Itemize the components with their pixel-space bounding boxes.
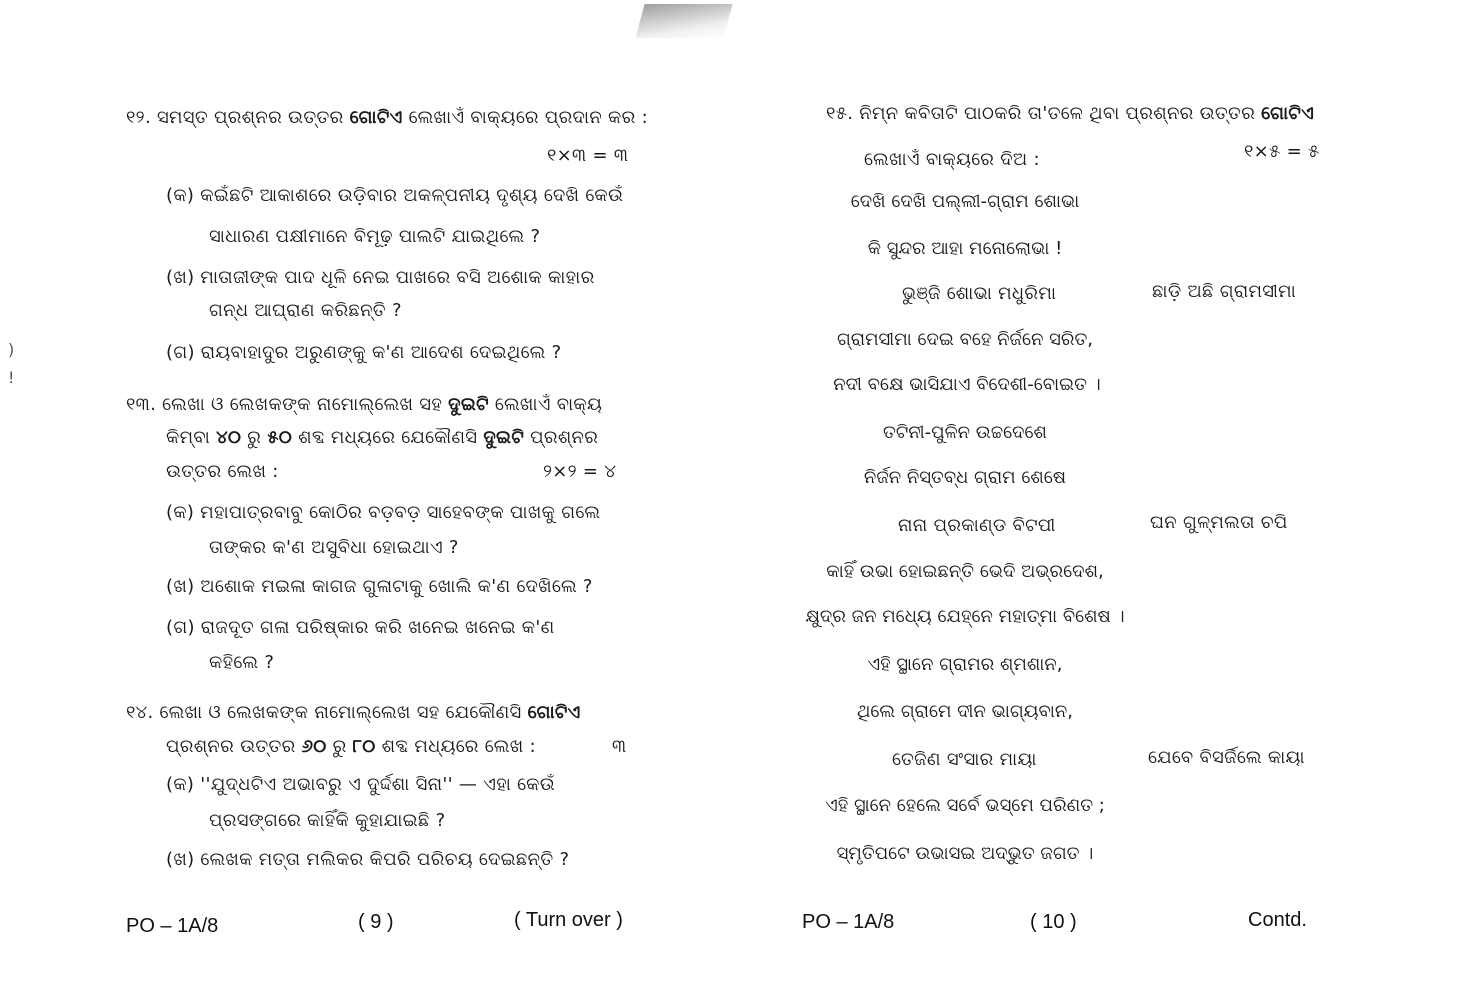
q14-text: ରୁ [326, 736, 353, 757]
q14-option-ka-cont: ପ୍ରସଙ୍ଗରେ କାହିଁକି କୁହାଯାଇଛି ? [209, 810, 446, 831]
q14-bold: ଗୋଟିଏ [527, 702, 581, 723]
q12-text-end: ଲେଖାଏଁ ବାକ୍ୟରେ ପ୍ରଦାନ କର : [402, 107, 648, 128]
q13-text: ରୁ [241, 427, 268, 448]
footer-turn-over: ( Turn over ) [514, 909, 623, 931]
q14-bold: ୬୦ [301, 736, 327, 757]
q14-text: ୧୪. ଲେଖା ଓ ଲେଖକଙ୍କ ନାମୋଲ୍ଲେଖ ସହ ଯେକୌଣସି [126, 702, 528, 723]
poem-line-right: ଯେବେ ବିସର୍ଜିଲେ କାୟା [1148, 747, 1305, 768]
poem-line: ଏହି ସ୍ଥାନେ ହେଲେ ସର୍ବେ ଭସ୍ମେ ପରିଣତ ; [825, 795, 1105, 816]
q13-line3: ଉତ୍ତର ଲେଖ : [166, 461, 279, 482]
q15-line2: ଲେଖାଏଁ ବାକ୍ୟରେ ଦିଅ : [864, 149, 1040, 170]
q14-heading [126, 701, 581, 725]
q13-option-ga: (ଗ) ରାଜଦୂତ ଗଳା ପରିଷ୍କାର କରି ଖନେଇ ଖନେଇ କ'ଣ [166, 617, 555, 638]
scan-smudge [635, 4, 732, 38]
q13-marks: ୨×୨ = ୪ [543, 461, 617, 482]
q13-text: ୧୩. ଲେଖା ଓ ଲେଖକଙ୍କ ନାମୋଲ୍ଲେଖ ସହ [126, 394, 449, 415]
poem-line: ଥିଲେ ଗ୍ରାମେ ଦୀନ ଭାଗ୍ୟବାନ, [856, 701, 1074, 722]
q15-marks: ୧×୫ = ୫ [1244, 141, 1320, 162]
poem-line: ନଦୀ ବକ୍ଷେ ଭାସିଯାଏ ବିଦେଶୀ-ବୋଇତ । [833, 374, 1101, 395]
q12-option-ka-cont: ସାଧାରଣ ପକ୍ଷୀମାନେ ବିମୂଢ଼ ପାଲଟି ଯାଇଥିଲେ ? [209, 226, 541, 247]
q14-line2 [166, 735, 536, 759]
q12-bold: ଗୋଟିଏ [349, 107, 403, 128]
q13-option-ga-cont: କହିଲେ ? [209, 652, 275, 673]
poem-line: କାହିଁ ଉଭା ହୋଇଛନ୍ତି ଭେଦି ଅଭ୍ରଦେଶ, [826, 561, 1104, 582]
q12-text: ୧୨. ସମସ୍ତ ପ୍ରଶ୍ନର ଉତ୍ତର [126, 107, 350, 128]
footer-page-number: ( 10 ) [1030, 911, 1077, 933]
q12-option-ga: (ଗ) ରାୟବାହାଦୁର ଅରୁଣଙ୍କୁ କ'ଣ ଆଦେଶ ଦେଇଥିଲେ ? [166, 342, 562, 363]
q12-marks: ୧×୩ = ୩ [547, 145, 629, 166]
poem-line: ତଟିନୀ-ପୁଳିନ ଉଚ୍ଚଦେଶେ [883, 422, 1047, 443]
q12-option-ka: (କ) କଇଁଛଟି ଆକାଶରେ ଉଡ଼ିବାର ଅକଳ୍ପନୀୟ ଦୃଶ୍ୟ ଦେଖି କେଉଁ [166, 185, 624, 206]
poem-line-left: ନାନା ପ୍ରକାଣ୍ଡ ବିଟପୀ [898, 515, 1056, 536]
footer-paper-code: PO – 1A/8 [802, 911, 895, 933]
q14-option-kha: (ଖ) ଲେଖକ ମତ୍ତା ମଲିକର କିପରି ପରିଚୟ ଦେଇଛନ୍ତି ? [166, 849, 570, 870]
q13-option-ka: (କ) ମହାପାତ୍ରବାବୁ କୋଠିର ବଡ଼ବଡ଼ ସାହେବଙ୍କ ପାଖକୁ ଗଲେ [166, 502, 601, 523]
q13-text-end: ଲେଖାଏଁ ବାକ୍ୟ [488, 394, 603, 415]
q13-text: ପ୍ରଶ୍ନର [524, 427, 599, 448]
poem-line: ନିର୍ଜନ ନିସ୍ତବ୍ଧ ଗ୍ରାମ ଶେଷେ [863, 467, 1067, 488]
q14-option-ka: (କ) ''ଯୁଦ୍ଧଟିଏ ଅଭାବରୁ ଏ ଦୁର୍ଦ୍ଦଶା ସିନା'' — ଏହା କେଉଁ [166, 774, 556, 795]
q12-heading [126, 106, 648, 130]
q15-bold: ଗୋଟିଏ [1261, 103, 1315, 124]
poem-line-left: ଭୁଞ୍ଜି ଶୋଭା ମଧୁରିମା [902, 283, 1057, 304]
q14-text: ପ୍ରଶ୍ନର ଉତ୍ତର [166, 736, 302, 757]
q13-option-kha: (ଖ) ଅଶୋକ ମଇଳା କାଗଜ ଗୁଳାଟାକୁ ଖୋଲି କ'ଣ ଦେଖିଲେ ? [166, 576, 593, 597]
q13-option-ka-cont: ତାଙ୍କର କ'ଣ ଅସୁବିଧା ହୋଇଥାଏ ? [209, 537, 459, 558]
poem-line-right: ଘନ ଗୁଳ୍ମଲତା ଚପି [1150, 512, 1288, 533]
footer-page-number: ( 9 ) [358, 911, 394, 933]
poem-line-left: ତେଜିଣ ସଂସାର ମାୟା [892, 749, 1037, 770]
poem-line: ଏହି ସ୍ଥାନେ ଗ୍ରାମର ଶ୍ମଶାନ, [867, 654, 1063, 675]
q15-heading [826, 102, 1314, 126]
margin-mark: ) [8, 340, 15, 359]
footer-contd: Contd. [1248, 909, 1307, 931]
q13-bold: ଦୁଇଟି [448, 394, 489, 415]
poem-line: ଗ୍ରାମସୀମା ଦେଇ ବହେ ନିର୍ଜନେ ସରିତ, [836, 329, 1094, 350]
q15-text: ୧୫. ନିମ୍ନ କବିତାଟି ପାଠକରି ତା'ତଳେ ଥିବା ପ୍ରଶ୍ନର ଉତ୍ତର [826, 103, 1262, 124]
q12-option-kha-cont: ଗନ୍ଧ ଆଘ୍ରାଣ କରିଛନ୍ତି ? [209, 300, 402, 321]
margin-mark: ! [8, 368, 15, 387]
q13-line2 [166, 426, 598, 450]
footer-paper-code: PO – 1A/8 [126, 915, 219, 937]
right-page [730, 0, 1460, 984]
q14-marks: ୩ [612, 736, 627, 757]
q13-text: ଶବ୍ଦ ମଧ୍ୟରେ ଯେକୌଣସି [292, 427, 484, 448]
q13-heading [126, 393, 602, 417]
q13-bold: ଦୁଇଟି [483, 427, 525, 448]
poem-line: କ୍ଷୁଦ୍ର ଜନ ମଧ୍ୟେ ଯେହ୍ନେ ମହାତ୍ମା ବିଶେଷ । [805, 606, 1125, 627]
q13-bold: ୪୦ [216, 427, 242, 448]
poem-line-right: ଛାଡ଼ି ଅଛି ଗ୍ରାମସୀମା [1152, 281, 1297, 302]
q12-option-kha: (ଖ) ମାତାଜୀଙ୍କ ପାଦ ଧୂଳି ନେଇ ପାଖରେ ବସି ଅଶୋକ କାହାର [166, 267, 595, 288]
q14-bold: ୮୦ [352, 736, 376, 757]
poem-line: ସ୍ମୃତିପଟେ ଉଭାସଇ ଅଦ୍ଭୁତ ଜଗତ । [836, 843, 1094, 864]
q13-bold: ୫୦ [267, 427, 293, 448]
q13-text: କିମ୍ବା [166, 427, 217, 448]
poem-line: ଦେଖି ଦେଖି ପଲ୍ଲୀ-ଗ୍ରାମ ଶୋଭା [850, 191, 1080, 212]
poem-line: କି ସୁନ୍ଦର ଆହା ମନୋଲୋଭା ! [867, 238, 1063, 259]
q14-text: ଶବ୍ଦ ମଧ୍ୟରେ ଲେଖ : [375, 736, 536, 757]
